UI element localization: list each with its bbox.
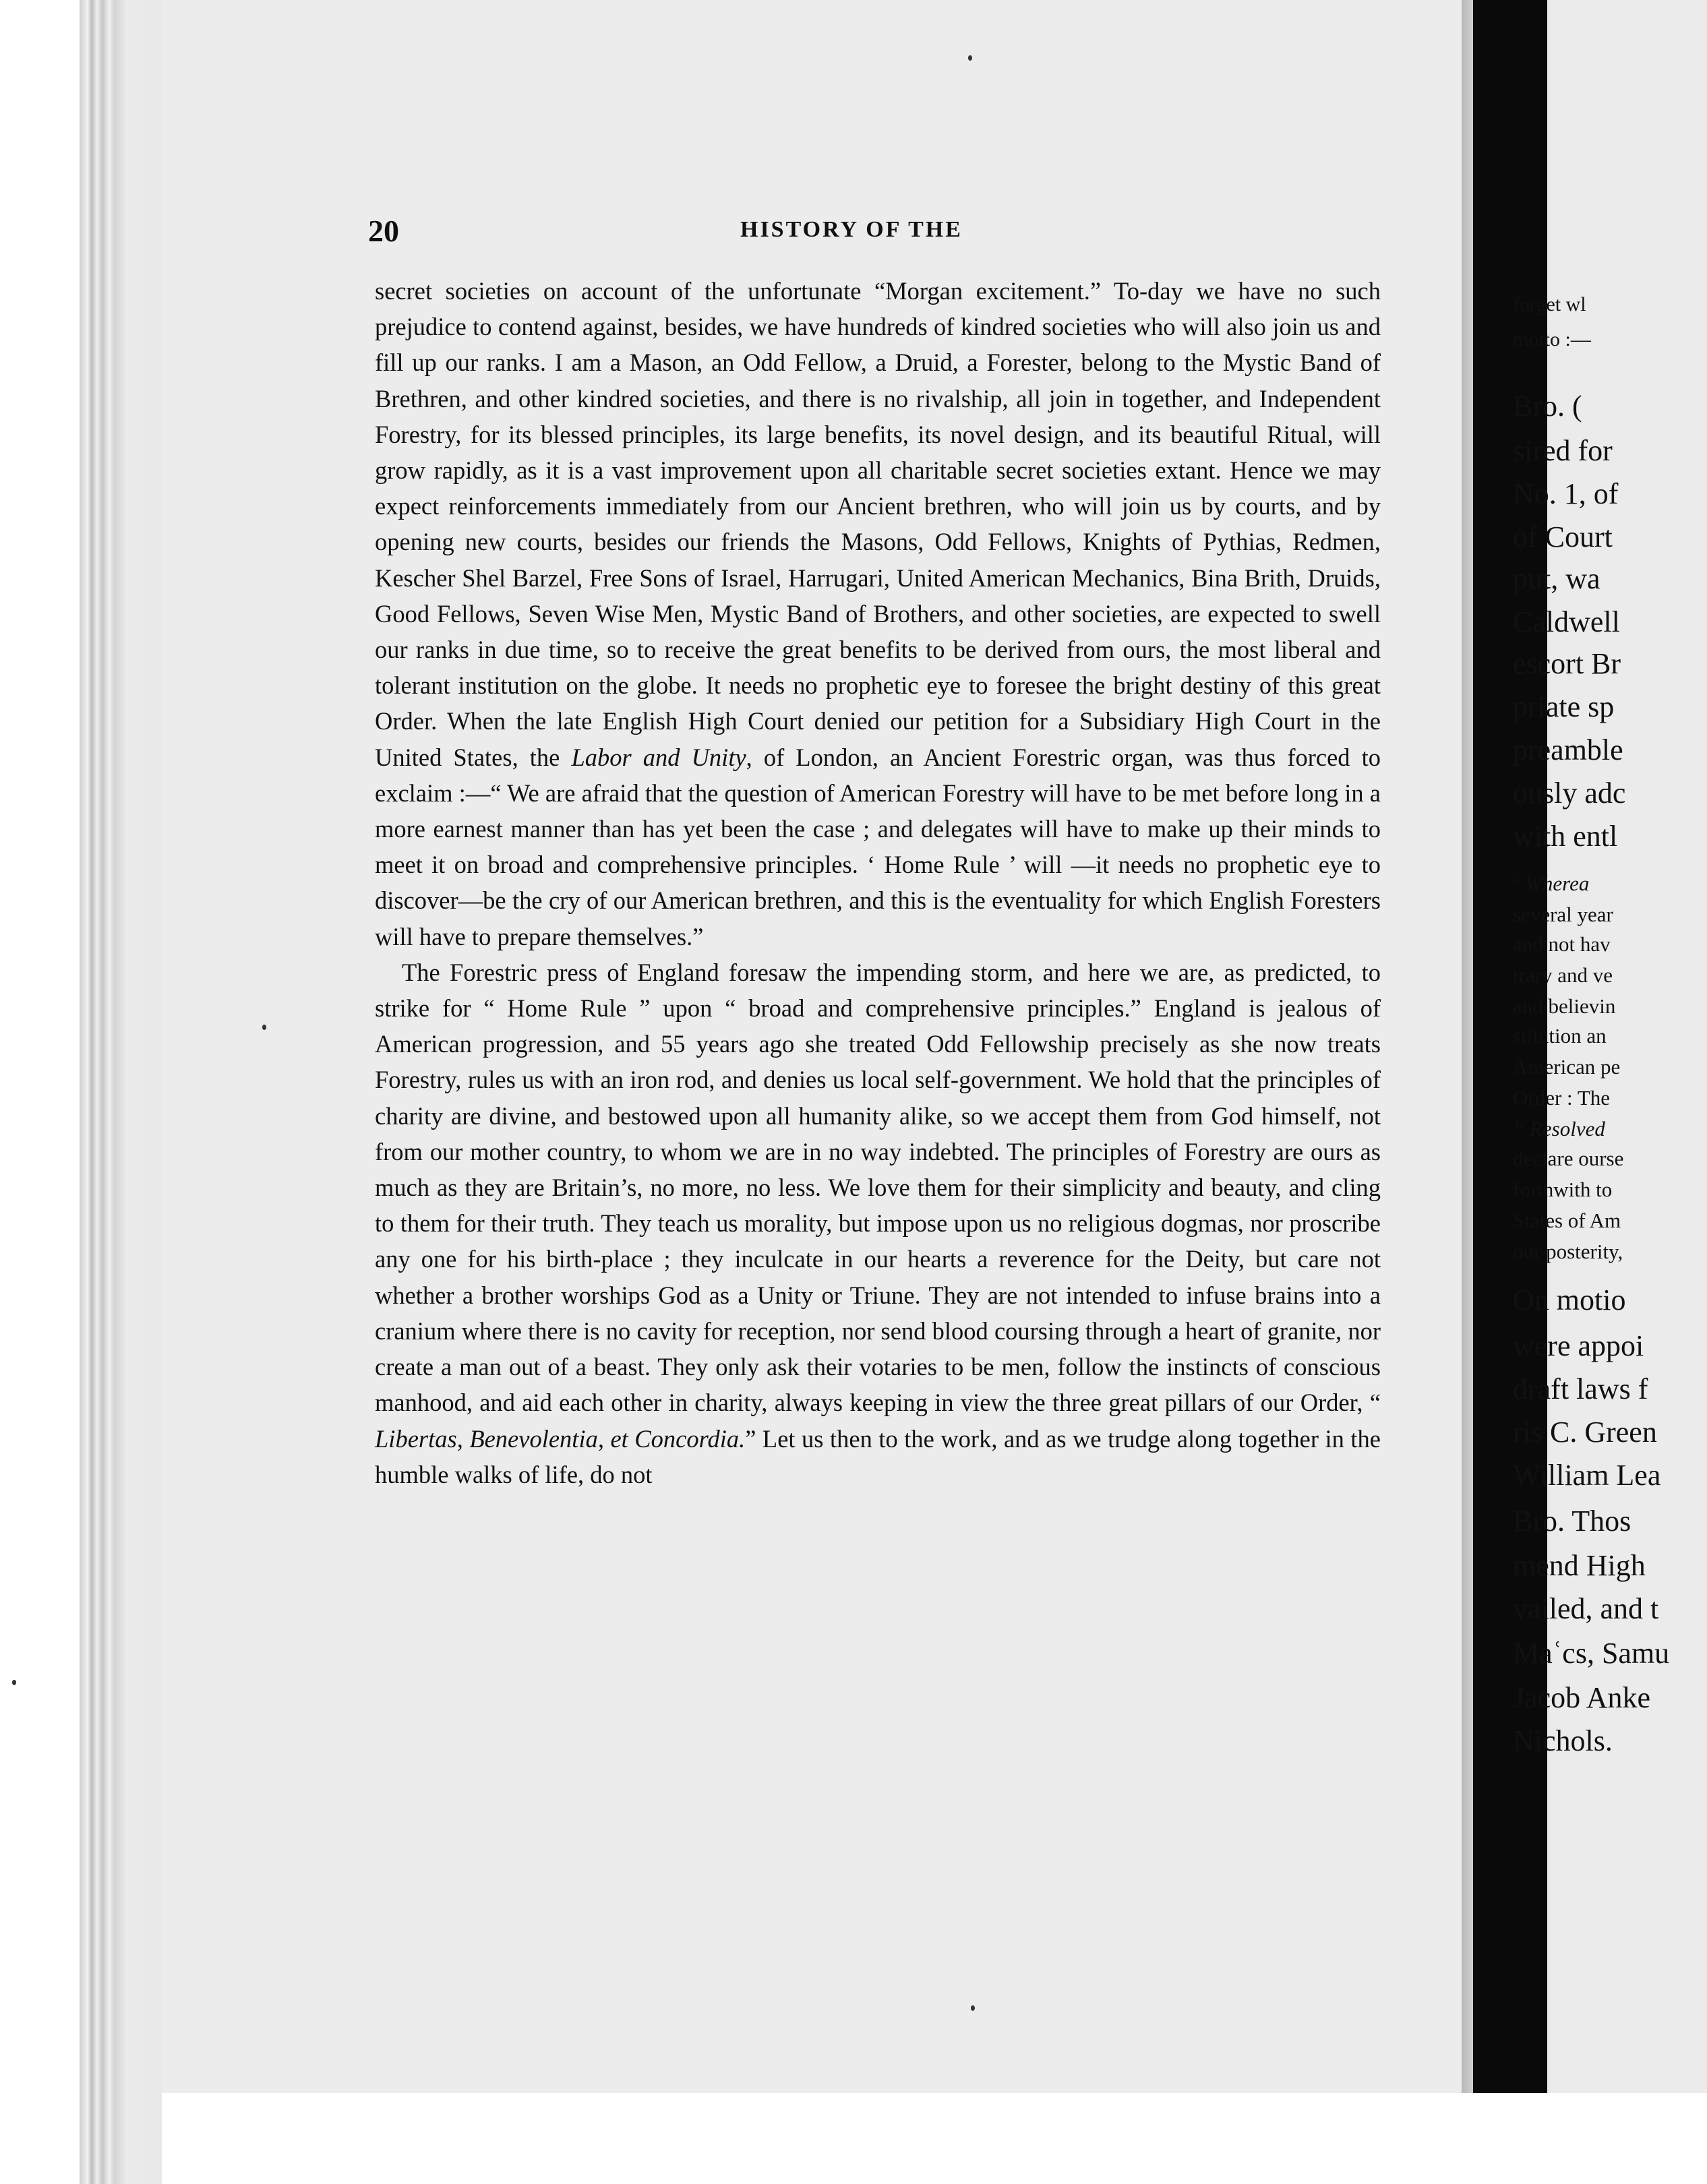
- right-page-line: were appoi: [1513, 1329, 1644, 1362]
- right-page-line: Order : The: [1513, 1086, 1611, 1110]
- body-text: [375, 273, 1381, 1492]
- right-page-line: vailed, and t: [1513, 1592, 1659, 1625]
- right-page-line: put, wa: [1513, 562, 1600, 595]
- right-page-line: motto :—: [1513, 328, 1591, 351]
- right-page-line: and not hav: [1513, 932, 1611, 956]
- right-page-line: mend High: [1513, 1549, 1646, 1582]
- scan-speck: [971, 2005, 975, 2011]
- right-page-line: On motio: [1513, 1283, 1626, 1316]
- paragraph: [375, 954, 1381, 1492]
- scan-speck: [262, 1025, 266, 1030]
- right-page-line: stitution an: [1513, 1024, 1607, 1048]
- scan-bottom-margin: [162, 2093, 1707, 2184]
- right-page-line: ‘ Wherea: [1513, 872, 1590, 895]
- scan-speck: [968, 55, 972, 61]
- right-page-line: ris C. Green: [1513, 1416, 1657, 1449]
- right-page-line: preamble: [1513, 733, 1623, 766]
- text-run: ” Let us then to the work, and as we trudge along together in the humble walks of life, do not: [375, 1424, 1381, 1488]
- right-page-line: Jacob Anke: [1513, 1681, 1651, 1714]
- right-page-line: States of Am: [1513, 1209, 1621, 1232]
- right-page-line: No. 1, of: [1513, 477, 1619, 510]
- right-page-line: priate sp: [1513, 690, 1615, 723]
- scan-speck: [12, 1680, 16, 1685]
- running-head: HISTORY OF THE: [740, 217, 963, 242]
- right-page-line: forget wl: [1513, 293, 1586, 315]
- paragraph: [375, 273, 1381, 954]
- right-page-line: Maʿcs, Samu: [1513, 1637, 1670, 1670]
- right-page-line: Bro. Thos: [1513, 1505, 1631, 1538]
- right-page-line: forthwith to: [1513, 1178, 1613, 1201]
- text-run: secret societies on account of the unfortunate “Morgan excitement.” To-day we have no such prejudice to contend against, besides, we have hundreds of kindred societies who will also join us and fill up our ranks. I am a Mason, an Odd Fellow, a Druid, a Forester, belong to the Mystic Band of Brethren, and other kindred societies, and there is no rivalship, all join in together, and Independent Forestry, for its blessed principles, its large benefits, its novel design, and its beautiful Ritual, will grow rapidly, as it is a vast improvement upon all charitable secret societies extant. Hence we may expect reinforcements immediately from our Ancient brethren, who will join us by courts, and by opening new courts, besides our friends the Masons, Odd Fellows, Knights of Pythias, Redmen, Kescher Shel Barzel, Free Sons of Israel, Harrugari, United American Mechanics, Bina Brith, Druids, Good Fellows, Seven Wise Men, Mystic Band of Brothers, and other societies, are expected to swell our ranks in due time, so to receive the great benefits to be derived from ours, the most liberal and tolerant institution on the globe. It needs no prophetic eye to foresee the bright destiny of this great Order. When the late English High Court denied our petition for a Subsidiary High Court in the United States, the: [375, 277, 1381, 771]
- right-page-line: sired for: [1513, 434, 1613, 467]
- right-page-line: Caldwell: [1513, 605, 1620, 638]
- right-page-line: and believin: [1513, 994, 1616, 1018]
- right-page-line: draft laws f: [1513, 1372, 1648, 1405]
- right-page-line: ously adc: [1513, 777, 1626, 810]
- right-page-text-fragment: [1513, 293, 1707, 1776]
- right-page-line: Bro. (: [1513, 390, 1582, 423]
- text-run: The Forestric press of England foresaw the impending storm, and here we are, as predicted, to strike for “ Home Rule ” upon “ broad and comprehensive principles.” England is jealous of American progression, and 55 years ago she treated Odd Fellowship precisely as she now treats Forestry, rules us with an iron rod, and denies us local self-government. We hold that the principles of charity are divine, and bestowed upon all humanity alike, so we accept them from God himself, not from our mother country, to whom we are in no way indebted. The principles of Forestry are ours as much as they are Britain’s, no more, no less. We love them for their simplicity and beauty, and cling to them for their truth. They teach us morality, but impose upon us no religious dogmas, nor proscribe any one for his birth-place ; they inculcate in our hearts a reverence for the Deity, but care not whether a brother worships God as a Unity or Triune. They are not intended to infuse brains into a cranium where there is no cavity for reception, nor send blood coursing through a heart of granite, nor create a man out of a beast. They only ask their votaries to be men, follow the instincts of conscious manhood, and aid each other in charity, always keeping in view the three great pillars of our Order, “: [375, 958, 1381, 1417]
- right-page-line: American pe: [1513, 1055, 1621, 1079]
- page-number: 20: [368, 214, 399, 248]
- right-page-line: several year: [1513, 903, 1613, 926]
- right-page-line: William Lea: [1513, 1459, 1661, 1492]
- right-page-line: trary and ve: [1513, 963, 1613, 987]
- text-run: , of London, an Ancient Forestric organ, was thus forced to exclaim :—“ We are afraid that the question of American Forestry will have to be met before long in a more earnest manner than has yet been the case ; and delegates will have to make up their minds to meet it on broad and comprehensive principles. ‘ Home Rule ’ will —it needs no prophetic eye to discover—be the cry of our American brethren, and this is the eventuality for which English Foresters will have to prepare themselves.”: [375, 743, 1381, 950]
- right-page-line: our posterity,: [1513, 1240, 1623, 1263]
- right-page-line: of Court: [1513, 520, 1613, 553]
- italic-phrase: Labor and Unity: [571, 743, 746, 771]
- right-page-line: Nichols.: [1513, 1724, 1613, 1757]
- right-page-line: “ Resolved: [1513, 1117, 1605, 1141]
- italic-phrase: Libertas, Benevolentia, et Concordia.: [375, 1424, 746, 1453]
- right-page-line: declare ourse: [1513, 1147, 1624, 1170]
- right-page-line: with entl: [1513, 820, 1618, 853]
- right-page-line: escort Br: [1513, 647, 1621, 680]
